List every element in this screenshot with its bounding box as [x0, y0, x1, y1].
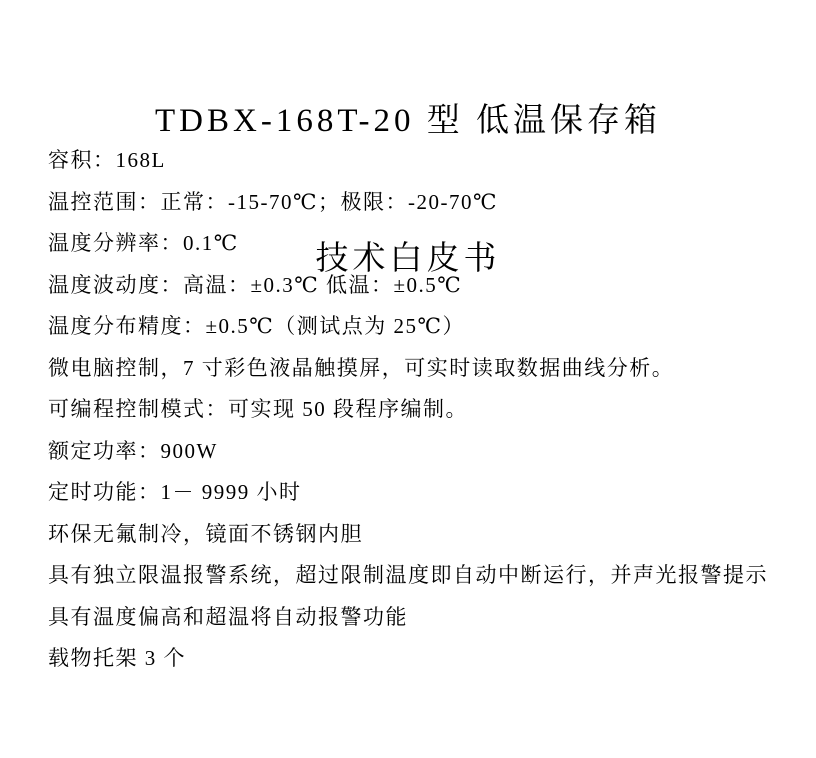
document-title-line2: 技术白皮书: [315, 241, 501, 277]
spec-line-resolution: 温度分辨率：0.1℃: [48, 231, 239, 255]
spec-line-controller: 微电脑控制，7 寸彩色液晶触摸屏，可实时读取数据曲线分析。: [48, 355, 675, 380]
spec-line-temp-range: 温控范围：正常：-15-70℃；极限：-20-70℃: [48, 189, 498, 214]
spec-line-refrigeration: 环保无氟制冷，镜面不锈钢内胆: [48, 521, 363, 546]
spec-list: [48, 140, 776, 680]
spec-line-limit-alarm: 具有独立限温报警系统，超过限制温度即自动中断运行，并声光报警提示: [48, 563, 768, 587]
document-title-line1: TDBX-168T-20 型 低温保存箱: [155, 103, 661, 139]
spec-line-programmable: 可编程控制模式：可实现 50 段程序编制。: [48, 397, 468, 421]
spec-line-shelves: 载物托架 3 个: [48, 646, 186, 670]
spec-line-timer: 定时功能：1－ 9999 小时: [48, 480, 302, 504]
spec-line-capacity: 容积：168L: [48, 148, 166, 172]
spec-line-power: 额定功率：900W: [48, 438, 218, 463]
spec-line-fluctuation: 温度波动度：高温：±0.3℃ 低温：±0.5℃: [48, 272, 463, 297]
spec-line-overtemp-alarm: 具有温度偏高和超温将自动报警功能: [48, 604, 408, 629]
spec-line-uniformity: 温度分布精度：±0.5℃（测试点为 25℃）: [48, 314, 466, 338]
